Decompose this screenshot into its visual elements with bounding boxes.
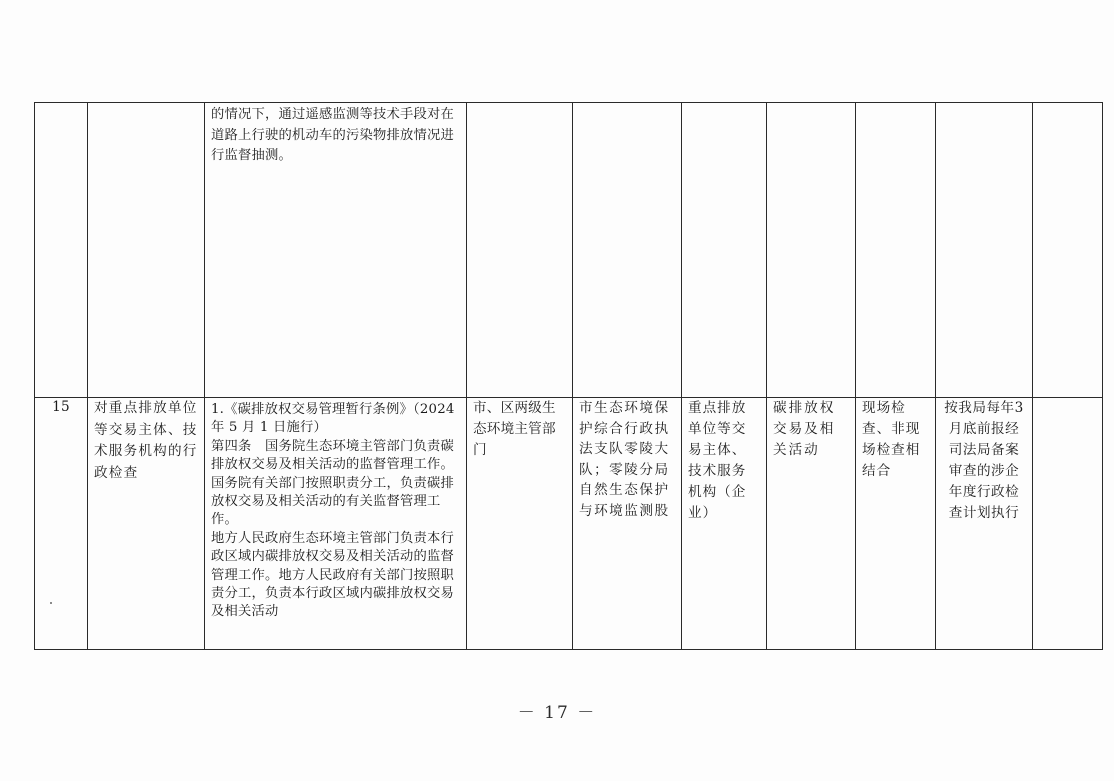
cell-authority	[467, 398, 573, 650]
inspection-object: 重点排放单位等交易主体、技术服务机构（企业）	[688, 400, 747, 521]
cell-legal-basis	[205, 398, 467, 650]
cell-number	[35, 103, 88, 398]
page-number: － 17 －	[517, 703, 597, 723]
item-name: 对重点排放单位等交易主体、技术服务机构的行政检查	[94, 400, 198, 481]
row-number: 15	[52, 399, 70, 415]
remarks	[1033, 398, 1102, 400]
cell-method	[856, 398, 936, 650]
implementing-authority: 市、区两级生态环境主管部门	[473, 400, 556, 458]
cell-object	[682, 103, 767, 398]
cell-item-name	[88, 398, 205, 650]
inspection-content: 碳排放权交易及相关活动	[773, 400, 836, 458]
legal-basis-text: 的情况下，通过遥感监测等技术手段对在道路上行驶的机动车的污染物排放情况进行监督抽测。	[211, 107, 454, 163]
cell-item-name	[88, 103, 205, 398]
inspection-frequency: 按我局每年3月底前报经司法局备案审查的涉企年度行政检查计划执行	[944, 400, 1024, 521]
inspection-table	[34, 102, 1103, 650]
cell-legal-basis	[205, 103, 467, 398]
cell-frequency	[936, 103, 1033, 398]
cell-unit	[573, 398, 682, 650]
scan-speck	[50, 602, 52, 604]
cell-frequency	[936, 398, 1033, 650]
cell-remarks	[1033, 398, 1103, 650]
cell-content	[767, 103, 856, 398]
cell-object	[682, 398, 767, 650]
table-row-15	[35, 398, 1103, 650]
implementing-unit: 市生态环境保护综合行政执法支队零陵大队；零陵分局自然生态保护与环境监测股	[579, 400, 670, 519]
cell-number	[35, 398, 88, 650]
cell-unit	[573, 103, 682, 398]
table-row-continuation	[35, 103, 1103, 398]
cell-content	[767, 398, 856, 650]
legal-basis-text: 1.《碳排放权交易管理暂行条例》（2024 年 5 月 1 日施行） 第四条 国务院生态环境主管部门负责碳排放权交易及相关活动的监督管理工作。国务院有关部门按照职责分工，负责碳排放权交易及相关活动的有关监督管理工作。 地方人民政府生态环境主管部门负责本行政区域内碳排放权交易及相关活动的监督管理工作。地方人民政府有关部门按照职责分工，负责本行政区域内碳排放权交易及相关活动	[211, 402, 455, 620]
inspection-method: 现场检查、非现场检查相结合	[862, 400, 921, 479]
cell-method	[856, 103, 936, 398]
cell-remarks	[1033, 103, 1103, 398]
cell-authority	[467, 103, 573, 398]
